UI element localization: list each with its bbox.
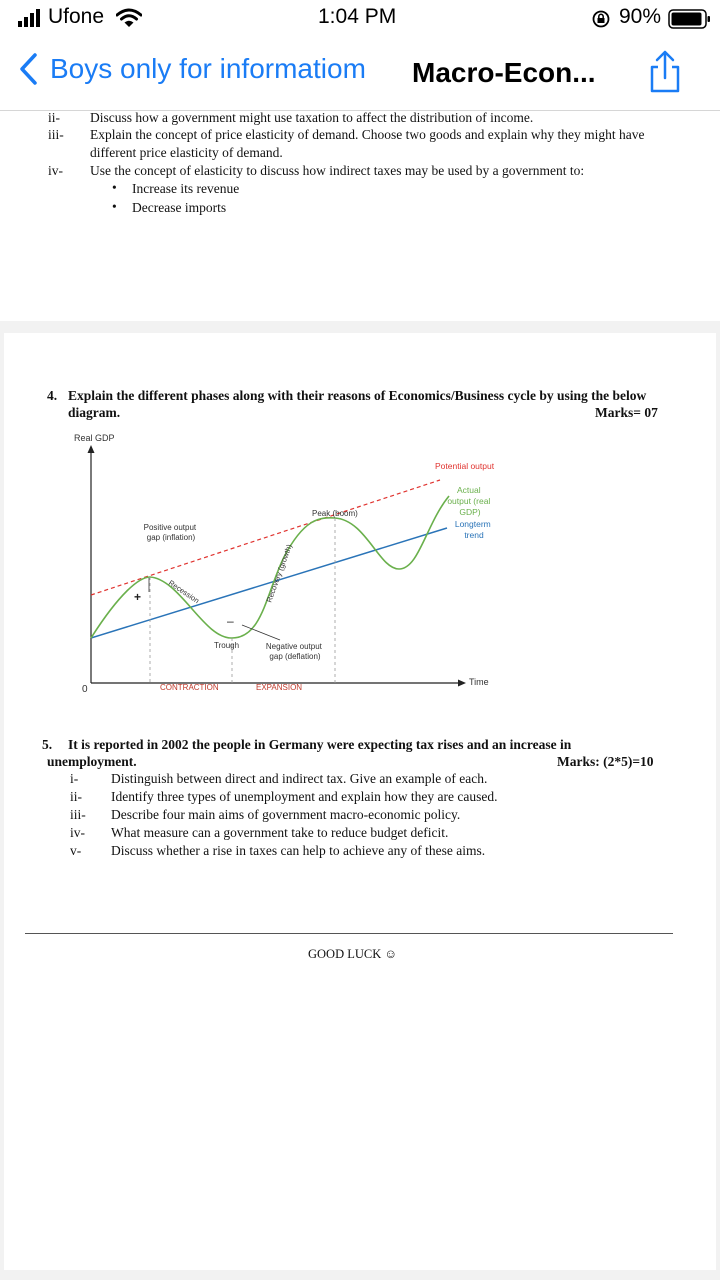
list-number: iii- xyxy=(70,807,86,822)
status-bar xyxy=(0,0,720,38)
carrier-name: Ufone xyxy=(48,5,105,28)
actual-output-curve xyxy=(91,496,449,638)
list-number: v- xyxy=(70,843,82,858)
potential-output-label: Potential output xyxy=(435,461,495,471)
list-item-text: Distinguish between direct and indirect tax. Give an example of each. xyxy=(111,771,488,786)
positive-gap-label-line: Positive output xyxy=(143,523,197,532)
navigation-bar xyxy=(0,38,720,111)
actual-output-label-line: Actual xyxy=(457,485,481,495)
contraction-label: CONTRACTION xyxy=(160,683,219,692)
list-number: iii- xyxy=(48,127,64,142)
list-item-text: What measure can a government take to reduce budget deficit. xyxy=(111,825,449,840)
back-button[interactable] xyxy=(18,52,366,86)
list-number: iv- xyxy=(70,825,85,840)
business-cycle-diagram xyxy=(64,429,524,695)
chevron-left-icon xyxy=(18,52,38,86)
question-text: unemployment. xyxy=(47,754,137,769)
list-item-text: Discuss how a government might use taxation to affect the distribution of income. xyxy=(90,110,534,125)
question-marks: Marks: (2*5)=10 xyxy=(557,754,654,769)
longterm-trend-label-line: trend xyxy=(464,530,484,540)
bullet-item-text: Decrease imports xyxy=(132,200,227,215)
x-axis-label: Time xyxy=(469,677,489,687)
x-axis-arrow xyxy=(458,680,466,687)
document-title: Macro-Econ... xyxy=(412,57,596,88)
list-item-text: Use the concept of elasticity to discuss how indirect taxes may be used by a government to: xyxy=(90,163,585,178)
orientation-lock-icon xyxy=(592,10,610,28)
battery-icon xyxy=(668,8,712,30)
trough-label: Trough xyxy=(214,641,240,650)
wifi-icon xyxy=(116,8,142,28)
origin-label: 0 xyxy=(82,684,88,695)
actual-output-label-line: GDP) xyxy=(459,507,481,517)
bullet-icon: • xyxy=(112,180,117,195)
positive-gap-label xyxy=(144,523,199,542)
question-number: 5. xyxy=(42,737,53,752)
question-text: Explain the different phases along with their reasons of Economics/Business cycle by using the below xyxy=(68,388,647,403)
longterm-trend-line xyxy=(91,528,447,638)
back-button-label: Boys only for informatiom xyxy=(50,53,366,84)
list-number: ii- xyxy=(70,789,82,804)
bullet-item-text: Increase its revenue xyxy=(132,181,240,196)
question-text: It is reported in 2002 the people in Germany were expecting tax rises and an increase in xyxy=(68,737,572,752)
question-text: diagram. xyxy=(68,405,121,420)
longterm-trend-label xyxy=(455,519,493,540)
question-number: 4. xyxy=(47,388,58,403)
list-number: ii- xyxy=(48,110,60,125)
footer-divider xyxy=(25,933,673,934)
list-item-text: Describe four main aims of government macro-economic policy. xyxy=(111,807,461,822)
negative-gap-label-line: Negative output xyxy=(265,642,322,651)
y-axis-label: Real GDP xyxy=(74,433,115,443)
actual-output-label xyxy=(447,485,492,517)
recession-label: Recession xyxy=(166,578,201,606)
cellular-signal-icon xyxy=(18,9,42,27)
question-marks: Marks= 07 xyxy=(595,405,658,420)
clock: 1:04 PM xyxy=(318,5,397,28)
list-number: iv- xyxy=(48,163,63,178)
list-number: i- xyxy=(70,771,79,786)
list-item-text: Explain the concept of price elasticity of demand. Choose two goods and explain why they might have xyxy=(90,127,645,142)
expansion-label: EXPANSION xyxy=(256,683,303,692)
recovery-label: Recovery (growth) xyxy=(264,543,294,604)
list-item-text: Identify three types of unemployment and explain how they are caused. xyxy=(111,789,498,804)
negative-gap-label xyxy=(266,642,324,661)
longterm-trend-label-line: Longterm xyxy=(454,519,491,529)
actual-output-label-line: output (real xyxy=(447,496,491,506)
positive-gap-label-line: gap (inflation) xyxy=(146,533,196,542)
document-page xyxy=(4,333,716,1270)
list-item-text: Discuss whether a rise in taxes can help to achieve any of these aims. xyxy=(111,843,486,858)
negative-gap-sign: – xyxy=(227,614,234,628)
y-axis-arrow xyxy=(88,445,95,453)
share-button[interactable] xyxy=(646,50,684,99)
positive-gap-sign: + xyxy=(134,590,142,604)
bullet-icon: • xyxy=(112,199,117,214)
good-luck-text: GOOD LUCK ☺ xyxy=(308,947,398,961)
list-item-text: different price elasticity of demand. xyxy=(90,145,283,160)
document-page xyxy=(0,111,720,321)
negative-gap-label-line: gap (deflation) xyxy=(269,652,321,661)
peak-label: Peak (boom) xyxy=(312,509,358,518)
share-icon xyxy=(646,50,684,94)
battery-percent: 90% xyxy=(619,5,662,28)
